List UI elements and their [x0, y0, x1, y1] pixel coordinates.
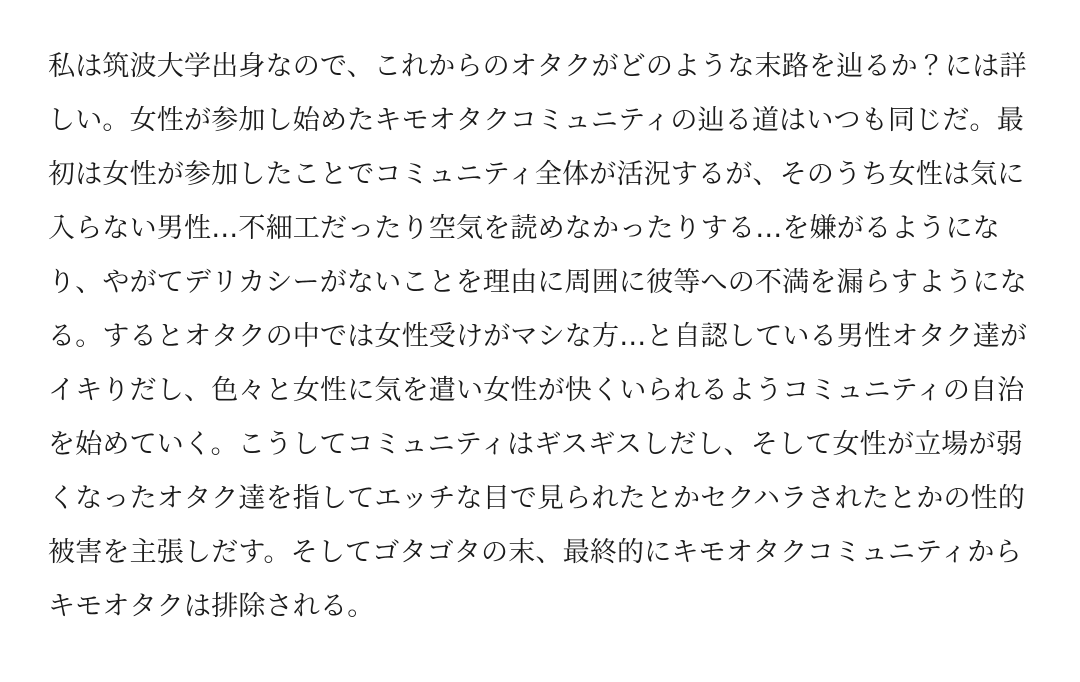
body-paragraph: 私は筑波大学出身なので、これからのオタクがどのような末路を辿るか？には詳しい。女性が参加し始めたキモオタクコミュニティの辿る道はいつも同じだ。最初は女性が参加したことでコミュニティ全体が活況するが、そのうち女性は気に入らない男性…不細工だったり空気を読めなかったりする…を嫌がるようになり、やがてデリカシーがないことを理由に周囲に彼等への不満を漏らすようになる。するとオタクの中では女性受けがマシな方…と自認している男性オタク達がイキりだし、色々と女性に気を遣い女性が快くいられるようコミュニティの自治を始めていく。こうしてコミュニティはギスギスしだし、そして女性が立場が弱くなったオタク達を指してエッチな目で見られたとかセクハラされたとかの性的被害を主張しだす。そしてゴタゴタの末、最終的にキモオタクコミュニティからキモオタクは排除される。 [48, 51, 1028, 622]
article-body [48, 40, 1032, 634]
